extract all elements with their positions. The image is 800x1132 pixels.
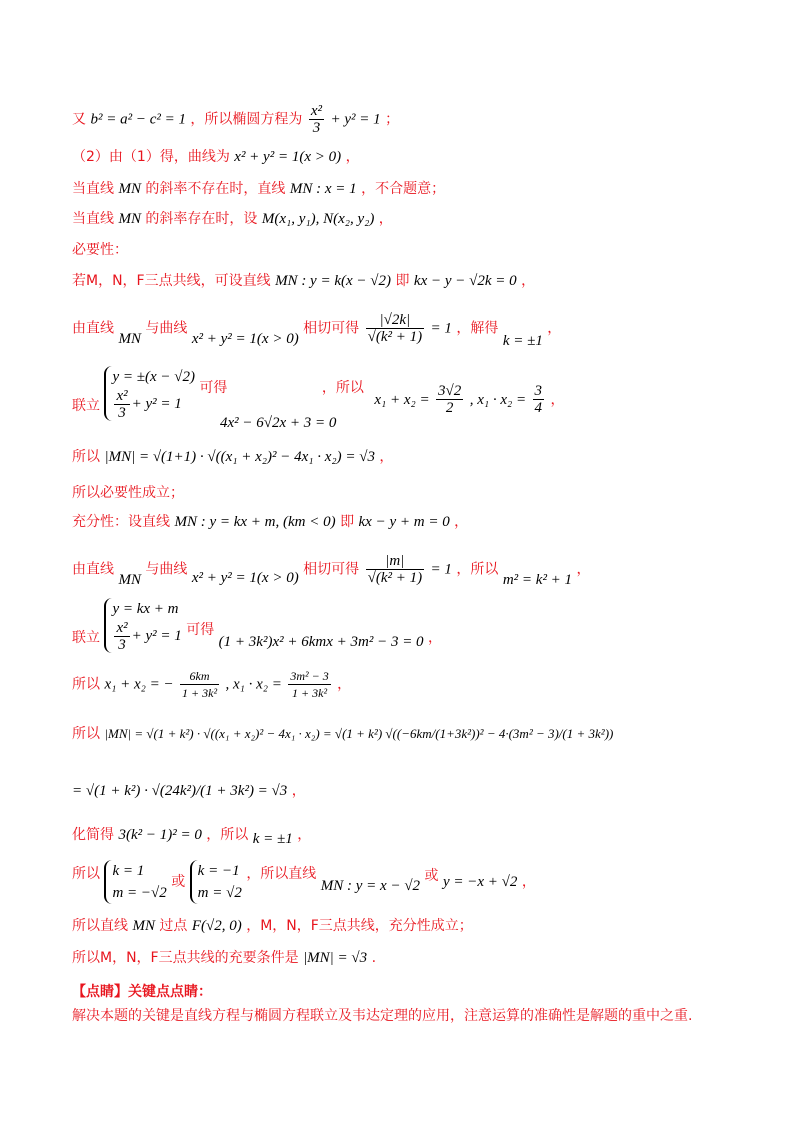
math: M(x₁, y₁), N(x₂, y₂) xyxy=(261,211,375,227)
line-4 xyxy=(72,210,393,228)
text: ， xyxy=(521,874,536,890)
math: = 1 xyxy=(430,561,452,578)
text: 过点 xyxy=(159,918,188,934)
line-1 xyxy=(72,103,399,136)
text: ，解得 xyxy=(456,320,499,337)
line-10 xyxy=(72,484,184,502)
line-8 xyxy=(72,366,565,431)
math: x₁ + x₂ = xyxy=(374,391,430,408)
text: 即 xyxy=(395,273,410,289)
math: , x₁ · x₂ = xyxy=(469,391,527,408)
text: 的斜率不存在时，直线 xyxy=(145,181,286,197)
text: ， xyxy=(337,676,352,693)
text: 当直线 xyxy=(72,181,114,197)
equation-system: k = 1 m = −√2 xyxy=(104,860,166,904)
text: 由直线 xyxy=(72,320,114,337)
math: 3(k² − 1)² = 0 xyxy=(118,827,202,843)
text: . xyxy=(371,950,377,966)
text: 可得 xyxy=(199,379,228,396)
fraction: $\frac{\text{x²}}{3}$ xyxy=(310,103,323,136)
text: ，所以 xyxy=(206,827,249,843)
math: MN : y = k(x − √2) xyxy=(275,273,391,289)
text: 当直线 xyxy=(72,211,114,227)
line-18 xyxy=(72,860,536,904)
line-5 xyxy=(72,241,128,259)
text: ，M，N，F三点共线，充分性成立； xyxy=(246,918,473,934)
math: |MN| = √(1 + k²) · √((x₁ + x₂)² − 4x₁ · x₂) = √(1 + k²) √((−6km/(1+3k²))² − 4·(3m² − 3)/(1 + 3k²)) xyxy=(104,726,614,741)
key-point-heading xyxy=(72,983,212,1001)
text: 若M，N，F三点共线，可设直线 xyxy=(72,273,271,289)
equation-system: y = ±(x − √2) $\frac{\text{x²}}{3}$ + y² = 1 xyxy=(104,366,195,421)
text: 所以M，N，F三点共线的充要条件是 xyxy=(72,950,299,966)
text: ， xyxy=(379,449,394,465)
text: ， xyxy=(291,783,306,799)
line-17 xyxy=(72,826,312,847)
text: 联立 xyxy=(72,629,100,646)
math: MN : y = x − √2 xyxy=(320,878,421,894)
text: 或 xyxy=(424,868,439,884)
text: 与曲线 xyxy=(145,320,188,337)
math: MN xyxy=(118,330,141,347)
text: 必要性： xyxy=(72,242,128,258)
text: 的斜率存在时，设 xyxy=(145,211,258,227)
text: ，所以椭圆方程为 xyxy=(190,111,303,128)
text: 所以 xyxy=(72,676,100,693)
line-20 xyxy=(72,949,376,967)
line-9 xyxy=(72,448,393,466)
text: 所以 xyxy=(72,449,100,465)
text: 可得 xyxy=(186,621,215,638)
text: ，不合题意； xyxy=(361,181,446,197)
math: |MN| = √3 xyxy=(303,950,368,966)
text: ， xyxy=(576,561,591,578)
text: 化简得 xyxy=(72,827,114,843)
text: 相切可得 xyxy=(303,320,360,337)
equation-system: k = −1 m = √2 xyxy=(190,860,242,904)
line-14 xyxy=(72,668,351,701)
key-point-body xyxy=(72,1007,692,1025)
text: ， xyxy=(550,391,565,408)
math: m² = k² + 1 xyxy=(502,571,573,588)
math: (1 + 3k²)x² + 6kmx + 3m² − 3 = 0 xyxy=(218,633,424,650)
line-13 xyxy=(72,598,442,653)
math: x² + y² = 1(x > 0) xyxy=(234,149,342,165)
text: （2）由（1）得，曲线为 xyxy=(72,149,230,165)
text: 所以 xyxy=(72,726,100,742)
line-12 xyxy=(72,553,591,586)
text: 所以必要性成立； xyxy=(72,485,184,501)
line-7 xyxy=(72,312,562,349)
line-3 xyxy=(72,180,445,198)
line-11 xyxy=(72,513,468,531)
equation-system: y = kx + m $\frac{\text{x²}}{3}$ + y² = 1 xyxy=(104,598,181,653)
text: 【点睛】关键点点睛： xyxy=(72,984,212,1000)
text: 所以直线 xyxy=(72,918,128,934)
math: k = ±1 xyxy=(502,332,543,349)
line-2 xyxy=(72,148,360,166)
math: + y² = 1 xyxy=(330,111,381,128)
math: = 1 xyxy=(430,320,452,337)
text: 与曲线 xyxy=(145,561,188,578)
math: kx − y − √2k = 0 xyxy=(413,273,517,289)
text: 即 xyxy=(340,514,355,530)
text: ，所以直线 xyxy=(246,866,317,882)
text: ， xyxy=(547,320,562,337)
fraction: $\frac{6km}{\text{1 + 3k²}}$ xyxy=(182,669,218,700)
text: ，所以 xyxy=(321,379,364,396)
math: y = −x + √2 xyxy=(442,874,518,890)
text: 相切可得 xyxy=(303,561,360,578)
text: ， xyxy=(521,273,536,289)
math: MN xyxy=(118,211,141,227)
math: x² + y² = 1(x > 0) xyxy=(191,569,299,586)
line-15 xyxy=(72,725,613,743)
math: kx − y + m = 0 xyxy=(358,514,450,530)
text: ， xyxy=(345,149,360,165)
fraction: $\frac{|m|}{\text{√(k² + 1)}}$ xyxy=(367,553,423,586)
text: 又 xyxy=(72,111,86,128)
math: b² = a² − c² = 1 xyxy=(90,111,186,128)
math: F(√2, 0) xyxy=(191,918,242,934)
math: x₁ + x₂ = − xyxy=(104,676,174,693)
line-16 xyxy=(72,782,306,800)
line-19 xyxy=(72,917,473,935)
math: MN : x = 1 xyxy=(289,181,357,197)
fraction: $\frac{3}{4}$ xyxy=(534,383,543,416)
math: x² + y² = 1(x > 0) xyxy=(191,330,299,347)
text: 由直线 xyxy=(72,561,114,578)
text: 联立 xyxy=(72,397,100,414)
math: = √(1 + k²) · √(24k²)/(1 + 3k²) = √3 xyxy=(72,783,288,799)
fraction: $\frac{\text{3m² − 3}}{\text{1 + 3k²}}$ xyxy=(290,669,329,700)
text: ，所以 xyxy=(456,561,499,578)
math: MN xyxy=(132,918,155,934)
line-6 xyxy=(72,272,535,290)
fraction: $\frac{3√2}{2}$ xyxy=(438,383,462,416)
math: |MN| = √(1+1) · √((x₁ + x₂)² − 4x₁ · x₂) = √3 xyxy=(104,449,375,465)
math: MN : y = kx + m, (km < 0) xyxy=(174,514,336,530)
math: 4x² − 6√2x + 3 = 0 xyxy=(220,415,337,431)
math: , x₁ · x₂ = xyxy=(225,676,282,693)
math: MN xyxy=(118,571,141,588)
text: ； xyxy=(385,111,400,128)
text: ， xyxy=(428,629,443,646)
text: ， xyxy=(454,514,469,530)
text: 所以 xyxy=(72,866,100,882)
text: 充分性：设直线 xyxy=(72,514,170,530)
text: 或 xyxy=(171,874,186,890)
text: ， xyxy=(297,827,312,843)
text: 解决本题的关键是直线方程与椭圆方程联立及韦达定理的应用，注意运算的准确性是解题的重中之重. xyxy=(72,1008,693,1024)
text: ， xyxy=(378,211,393,227)
fraction: $\frac{|√2k|}{\text{√(k² + 1)}}$ xyxy=(367,312,423,345)
math: k = ±1 xyxy=(252,831,293,847)
math: MN xyxy=(118,181,141,197)
